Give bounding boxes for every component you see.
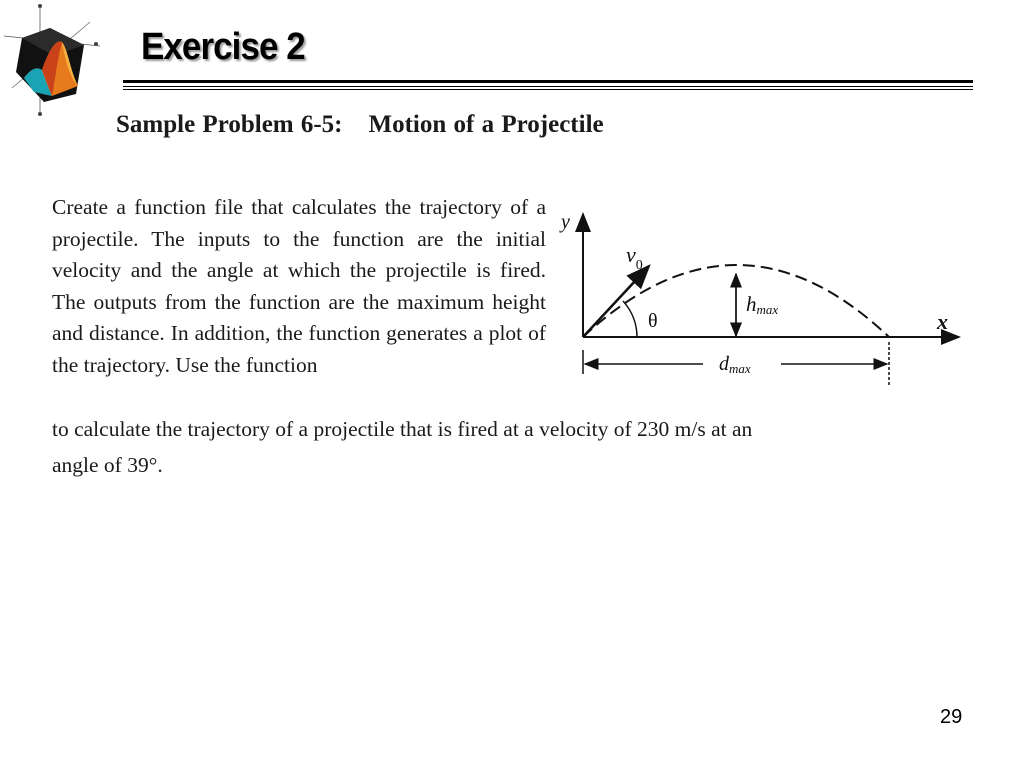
hmax-label: hmax [746, 292, 779, 317]
matlab-logo-icon [0, 0, 110, 120]
problem-heading [116, 111, 604, 139]
velocity-vector [583, 266, 649, 337]
velocity-label: $v_0$ [626, 242, 643, 273]
slide-title: Exercise 2 [141, 26, 305, 68]
angle-arc [623, 301, 637, 337]
dmax-label: dmax [719, 353, 751, 376]
title-underline [123, 86, 973, 87]
problem-label: Sample Problem 6-5: [116, 111, 343, 138]
title-underline [123, 80, 973, 83]
title-underline [123, 89, 973, 90]
problem-line: angle of 39°. [52, 453, 163, 477]
angle-label: θ [648, 310, 658, 332]
problem-name: Motion of a Projectile [368, 111, 604, 138]
problem-line: to calculate the trajectory of a projectile that is fired at a velocity of 230 m/s at an [52, 417, 753, 441]
page-number: 29 [940, 706, 963, 728]
problem-paragraph: Create a function file that calculates the trajectory of a projectile. The inputs to the function are the initial velocity and the angle at which the projectile is fired. The outputs from the function are the maximum height and distance. In addition, the function generates a plot of the trajectory. Use the function [52, 195, 546, 377]
y-axis-label: y [561, 211, 570, 233]
projectile-diagram [553, 200, 973, 400]
x-axis-label: x [937, 309, 948, 334]
